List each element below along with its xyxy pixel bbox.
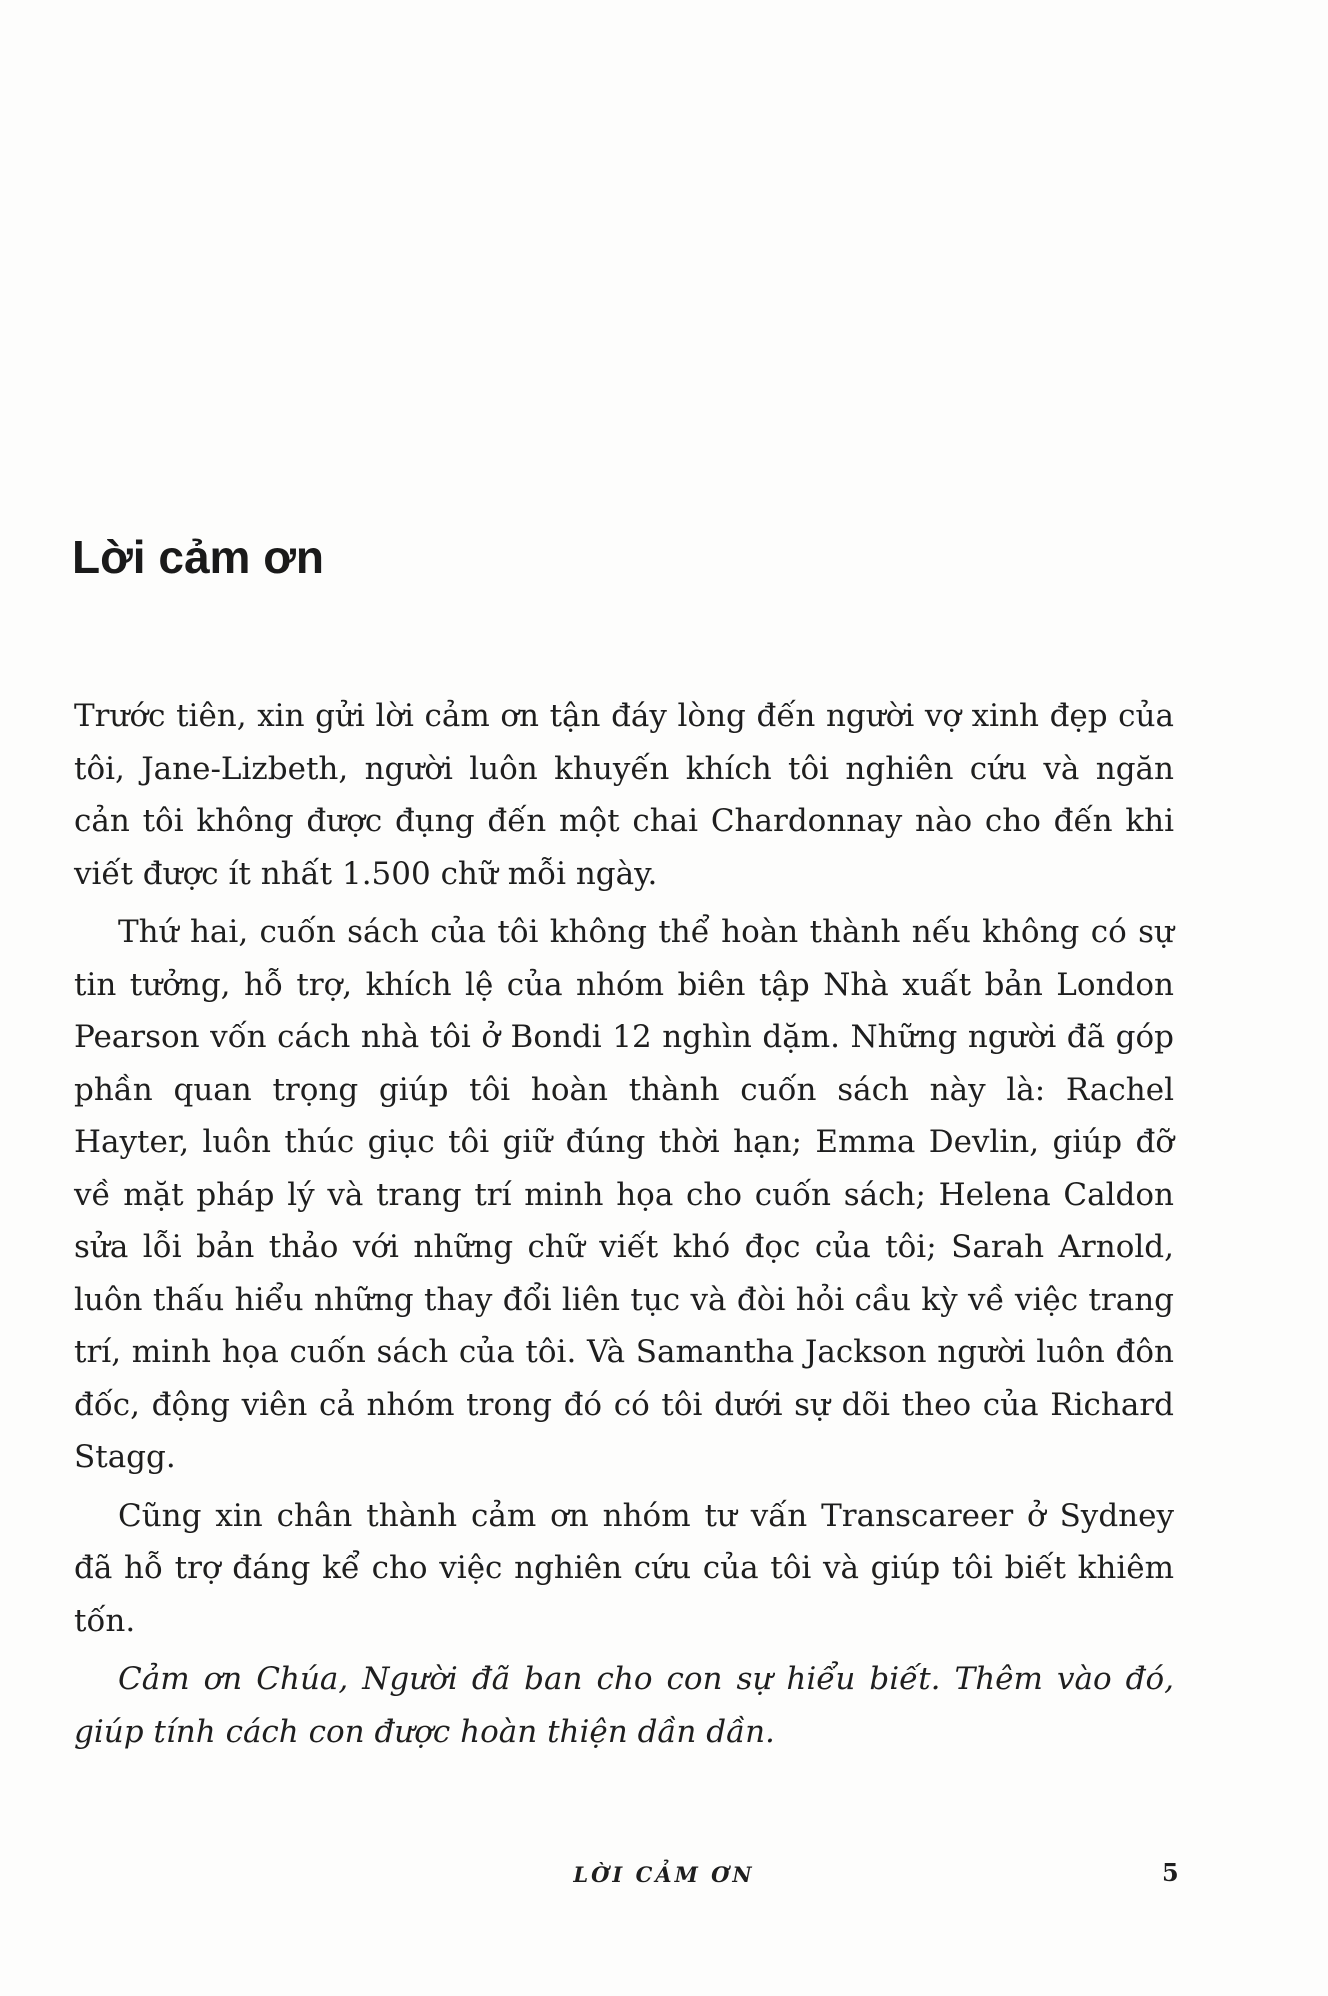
paragraph-3: Cũng xin chân thành cảm ơn nhóm tư vấn Transcareer ở Sydney đã hỗ trợ đáng kể cho việc nghiên cứu của tôi và giúp tôi biết khiêm tốn. (74, 1497, 1174, 1639)
paragraph-4-italic: Cảm ơn Chúa, Người đã ban cho con sự hiểu biết. Thêm vào đó, giúp tính cách con được hoàn thiện dần dần. (74, 1661, 1174, 1750)
chapter-title: Lời cảm ơn (72, 531, 325, 583)
running-footer-title: LỜI CẢM ƠN (573, 1862, 755, 1887)
chapter-body (74, 690, 1174, 1758)
paragraph-1: Trước tiên, xin gửi lời cảm ơn tận đáy lòng đến người vợ xinh đẹp của tôi, Jane-Lizbeth, người luôn khuyến khích tôi nghiên cứu và ngăn cản tôi không được đụng đến một chai Chardonnay nào cho đến khi viết được ít nhất 1.500 chữ mỗi ngày. (74, 698, 1174, 892)
page-number: 5 (1162, 1858, 1179, 1887)
paragraph-2: Thứ hai, cuốn sách của tôi không thể hoàn thành nếu không có sự tin tưởng, hỗ trợ, khích lệ của nhóm biên tập Nhà xuất bản London Pearson vốn cách nhà tôi ở Bondi 12 nghìn dặm. Những người đã góp phần quan trọng giúp tôi hoàn thành cuốn sách này là: Rachel Hayter, luôn thúc giục tôi giữ đúng thời hạn; Emma Devlin, giúp đỡ về mặt pháp lý và trang trí minh họa cho cuốn sách; Helena Caldon sửa lỗi bản thảo với những chữ viết khó đọc của tôi; Sarah Arnold, luôn thấu hiểu những thay đổi liên tục và đòi hỏi cầu kỳ về việc trang trí, minh họa cuốn sách của tôi. Và Samantha Jackson người luôn đôn đốc, động viên cả nhóm trong đó có tôi dưới sự dõi theo của Richard Stagg. (74, 914, 1174, 1475)
